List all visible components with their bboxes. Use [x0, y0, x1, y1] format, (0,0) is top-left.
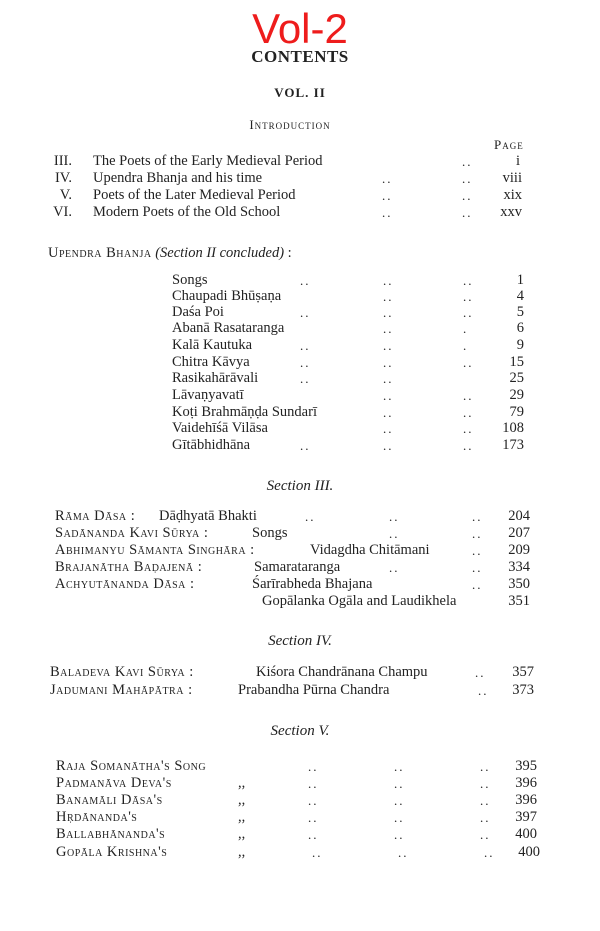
chapter-number: III.: [53, 153, 72, 169]
section-4-heading: Section IV.: [268, 633, 332, 649]
leader-dots: .: [463, 321, 469, 336]
chapter-title: Modern Poets of the Old School: [93, 204, 281, 220]
page-number: 395: [515, 758, 537, 774]
work-title: Śarīrabheda Bhajana: [252, 576, 373, 592]
page-number: 9: [516, 337, 524, 353]
ditto-mark: ,,: [238, 826, 246, 842]
leader-dots: ..: [300, 338, 311, 353]
leader-dots: ..: [308, 776, 319, 791]
leader-dots: ..: [478, 683, 489, 698]
leader-dots: ..: [394, 827, 405, 842]
leader-dots: ..: [389, 526, 400, 541]
leader-dots: ..: [463, 438, 474, 453]
contents-title: CONTENTS: [251, 47, 349, 66]
leader-dots: ..: [472, 509, 483, 524]
leader-dots: ..: [480, 776, 491, 791]
leader-dots: ..: [389, 560, 400, 575]
leader-dots: ..: [462, 205, 473, 220]
chapter-number: IV.: [54, 170, 72, 186]
page-number: 396: [515, 775, 537, 791]
leader-dots: ..: [394, 759, 405, 774]
leader-dots: ..: [383, 273, 394, 288]
page-number: 204: [508, 508, 530, 524]
leader-dots: ..: [480, 793, 491, 808]
volume-heading: VOL. II: [274, 85, 326, 100]
heading-colon: :: [287, 245, 292, 261]
leader-dots: ..: [300, 438, 311, 453]
chapter-number: V.: [59, 187, 72, 203]
page-number: 25: [509, 370, 524, 386]
work-title: Koṭi Brahmāṇḍa Sundarī: [172, 404, 317, 420]
author-name: Abhimanyu Sāmanta Singhāra :: [55, 542, 255, 558]
page-number: 351: [508, 593, 530, 609]
leader-dots: ..: [383, 289, 394, 304]
page-column-header: Page: [494, 137, 524, 152]
ditto-mark: ,,: [238, 792, 246, 808]
leader-dots: ..: [300, 305, 311, 320]
leader-dots: ..: [383, 438, 394, 453]
work-title: Vidagdha Chitāmani: [310, 542, 430, 558]
author-name: Rāma Dāsa :: [55, 508, 136, 524]
leader-dots: ..: [462, 171, 473, 186]
volume-tag: Vol-2: [252, 5, 348, 52]
work-title: Gītābhidhāna: [172, 437, 251, 453]
leader-dots: ..: [394, 776, 405, 791]
leader-dots: ..: [300, 371, 311, 386]
page-number: 397: [515, 809, 537, 825]
leader-dots: ..: [383, 388, 394, 403]
page-number: 15: [509, 354, 524, 370]
author-name: Sadānanda Kavi Sūrya :: [55, 525, 209, 541]
leader-dots: ..: [308, 810, 319, 825]
page-number: 357: [512, 664, 534, 680]
leader-dots: ..: [463, 355, 474, 370]
page-number: 207: [508, 525, 530, 541]
leader-dots: ..: [484, 845, 495, 860]
leader-dots: ..: [389, 509, 400, 524]
leader-dots: ..: [383, 338, 394, 353]
leader-dots: ..: [463, 405, 474, 420]
leader-dots: ..: [382, 188, 393, 203]
author-name: Ballabhānanda's: [56, 826, 166, 842]
page-number: xix: [503, 187, 522, 203]
leader-dots: ..: [300, 273, 311, 288]
leader-dots: ..: [382, 171, 393, 186]
leader-dots: ..: [462, 188, 473, 203]
work-title: Rasikahārāvali: [172, 370, 259, 386]
page-number: 6: [516, 320, 524, 336]
page-number: 400: [518, 844, 540, 860]
leader-dots: ..: [472, 560, 483, 575]
page-number: 400: [515, 826, 537, 842]
work-title: Samarataranga: [254, 559, 341, 575]
page-number: i: [515, 153, 520, 169]
work-title: Gopālanka Ogāla and Laudikhela: [262, 593, 457, 609]
leader-dots: ..: [308, 827, 319, 842]
page-number: 173: [502, 437, 524, 453]
leader-dots: ..: [383, 371, 394, 386]
work-title: Songs: [252, 525, 288, 541]
author-name: Hṛdānanda's: [56, 809, 138, 825]
leader-dots: ..: [480, 759, 491, 774]
work-title: Kalā Kautuka: [172, 337, 253, 353]
leader-dots: ..: [472, 543, 483, 558]
ditto-mark: ,,: [238, 775, 246, 791]
author-name: Jadumani Mahāpātra :: [50, 682, 193, 698]
page-number: 29: [509, 387, 524, 403]
author-name: Brajanātha Baḍajenā :: [55, 559, 203, 575]
leader-dots: ..: [480, 810, 491, 825]
author-name: Gopāla Krishna's: [56, 844, 168, 860]
work-title: Dāḍhyatā Bhakti: [159, 508, 257, 524]
page-number: 350: [508, 576, 530, 592]
work-title: Daśa Poi: [172, 304, 224, 320]
leader-dots: ..: [398, 845, 409, 860]
author-name: Padmanāva Deva's: [56, 775, 172, 791]
leader-dots: ..: [463, 273, 474, 288]
page-number: 1: [516, 272, 524, 288]
author-name: Baladeva Kavi Sūrya :: [50, 664, 194, 680]
chapter-title: Upendra Bhanja and his time: [93, 170, 263, 186]
work-title: Lāvaṇyavatī: [172, 387, 244, 403]
work-title: Chitra Kāvya: [172, 354, 250, 370]
page-number: xxv: [500, 204, 522, 220]
work-title: Chaupadi Bhūṣaṇa: [172, 288, 282, 304]
leader-dots: ..: [305, 509, 316, 524]
leader-dots: ..: [462, 154, 473, 169]
leader-dots: ..: [308, 793, 319, 808]
section-3-heading: Section III.: [266, 478, 334, 494]
introduction-heading: Introduction: [249, 117, 331, 132]
leader-dots: .: [463, 338, 469, 353]
section-note: (Section II concluded): [155, 245, 285, 261]
leader-dots: ..: [383, 405, 394, 420]
work-title: Prabandha Pūrna Chandra: [238, 682, 390, 698]
leader-dots: ..: [394, 793, 405, 808]
leader-dots: ..: [480, 827, 491, 842]
work-title: Abanā Rasataranga: [172, 320, 285, 336]
page-number: 209: [508, 542, 530, 558]
page-number: 373: [512, 682, 534, 698]
leader-dots: ..: [383, 321, 394, 336]
leader-dots: ..: [383, 421, 394, 436]
section-2-heading: [48, 245, 292, 262]
leader-dots: ..: [394, 810, 405, 825]
leader-dots: ..: [463, 305, 474, 320]
chapter-title: The Poets of the Early Medieval Period: [93, 153, 323, 169]
leader-dots: ..: [463, 289, 474, 304]
author-name: Achyutānanda Dāsa :: [55, 576, 195, 592]
page-number: 5: [516, 304, 524, 320]
chapter-number: VI.: [53, 204, 72, 220]
page-number: 334: [508, 559, 530, 575]
author-name: Upendra Bhanja: [48, 245, 152, 261]
leader-dots: ..: [300, 355, 311, 370]
leader-dots: ..: [308, 759, 319, 774]
page-number: 4: [516, 288, 524, 304]
section-5-heading: Section V.: [270, 723, 330, 739]
leader-dots: ..: [312, 845, 323, 860]
leader-dots: ..: [463, 388, 474, 403]
leader-dots: ..: [463, 421, 474, 436]
page-number: viii: [502, 170, 522, 186]
work-title: Vaidehīśā Vilāsa: [172, 420, 268, 436]
page-number: 108: [502, 420, 524, 436]
leader-dots: ..: [383, 355, 394, 370]
ditto-mark: ,,: [238, 809, 246, 825]
leader-dots: ..: [382, 205, 393, 220]
work-title: Songs: [172, 272, 208, 288]
leader-dots: ..: [383, 305, 394, 320]
work-title: Kiśora Chandrānana Champu: [256, 664, 428, 680]
page-number: 79: [509, 404, 524, 420]
author-name: Banamāli Dāsa's: [56, 792, 163, 808]
leader-dots: ..: [472, 526, 483, 541]
chapter-title: Poets of the Later Medieval Period: [93, 187, 296, 203]
ditto-mark: ,,: [238, 844, 246, 860]
leader-dots: ..: [475, 665, 486, 680]
leader-dots: ..: [472, 577, 483, 592]
page-number: 396: [515, 792, 537, 808]
author-name: Raja Somanātha's Song: [56, 758, 207, 774]
